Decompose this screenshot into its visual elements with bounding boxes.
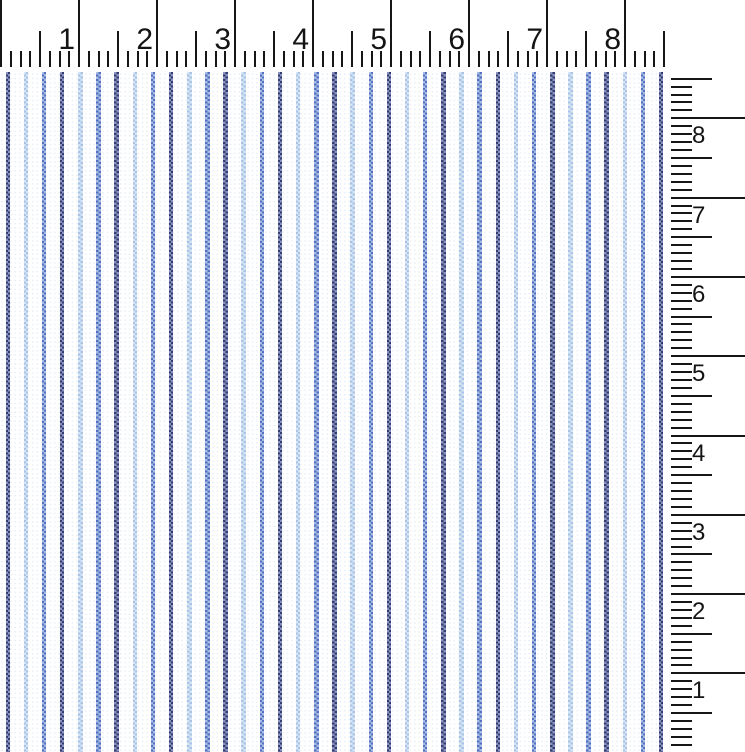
right-ruler-minor-tick <box>671 228 692 230</box>
right-ruler-minor-tick <box>671 442 692 444</box>
fabric-stripe-dark <box>604 72 609 752</box>
top-ruler-minor-tick <box>107 51 109 67</box>
top-ruler-number: 8 <box>604 23 621 56</box>
fabric-stripe-light <box>350 72 355 752</box>
right-ruler-minor-tick <box>671 181 692 183</box>
fabric-stripe-medium <box>586 72 591 752</box>
top-ruler-minor-tick <box>566 51 568 67</box>
right-ruler-minor-tick <box>671 657 692 659</box>
fabric-stripe-medium <box>369 72 374 752</box>
fabric-stripe-dark <box>387 72 392 752</box>
fabric-stripe-light <box>133 72 138 752</box>
fabric-stripe-dark <box>223 72 228 752</box>
top-ruler-minor-tick <box>410 51 412 67</box>
top-ruler-half-tick <box>273 31 275 67</box>
fabric-stripe-medium <box>96 72 101 752</box>
fabric-stripe-dark <box>60 72 65 752</box>
fabric-stripe-light <box>296 72 301 752</box>
right-ruler-number: 6 <box>692 280 706 308</box>
fabric-stripe-medium <box>260 72 265 752</box>
right-ruler-major-tick <box>671 197 745 199</box>
fabric-stripe-medium <box>42 72 47 752</box>
fabric-stripe-light <box>24 72 29 752</box>
fabric-stripe-light <box>568 72 573 752</box>
right-ruler-half-tick <box>671 316 712 318</box>
fabric-stripe-light <box>187 72 192 752</box>
right-ruler-minor-tick <box>671 212 692 214</box>
right-ruler-number: 8 <box>692 122 706 150</box>
top-ruler-number: 2 <box>136 23 153 56</box>
top-ruler-minor-tick <box>10 51 12 67</box>
top-ruler-half-tick <box>429 31 431 67</box>
fabric-stripe-medium <box>151 72 156 752</box>
top-ruler-minor-tick <box>341 51 343 67</box>
top-ruler-number: 7 <box>526 23 543 56</box>
top-ruler-half-tick <box>351 31 353 67</box>
top-ruler-minor-tick <box>166 51 168 67</box>
top-ruler-minor-tick <box>49 51 51 67</box>
right-ruler-number: 1 <box>692 677 706 705</box>
right-ruler-minor-tick <box>671 609 692 611</box>
fabric-stripe-medium <box>314 72 319 752</box>
right-ruler-minor-tick <box>671 308 692 310</box>
top-ruler-minor-tick <box>634 51 636 67</box>
right-ruler <box>671 0 745 752</box>
top-ruler-minor-tick <box>322 51 324 67</box>
top-ruler-major-tick <box>156 0 158 67</box>
right-ruler-minor-tick <box>671 387 692 389</box>
right-ruler-number: 3 <box>692 518 706 546</box>
right-ruler-minor-tick <box>671 522 692 524</box>
top-ruler-minor-tick <box>517 51 519 67</box>
right-ruler-minor-tick <box>671 244 692 246</box>
top-ruler-major-tick <box>0 0 2 67</box>
right-ruler-major-tick <box>671 672 745 674</box>
right-ruler-minor-tick <box>671 331 692 333</box>
right-ruler-half-tick <box>671 236 712 238</box>
right-ruler-minor-tick <box>671 109 692 111</box>
fabric-stripe-dark <box>278 72 283 752</box>
fabric-stripe-medium <box>477 72 482 752</box>
right-ruler-number: 7 <box>692 201 706 229</box>
right-ruler-minor-tick <box>671 300 692 302</box>
right-ruler-minor-tick <box>671 205 692 207</box>
top-ruler-minor-tick <box>488 51 490 67</box>
right-ruler-minor-tick <box>671 403 692 405</box>
right-ruler-minor-tick <box>671 617 692 619</box>
right-ruler-minor-tick <box>671 339 692 341</box>
right-ruler-minor-tick <box>671 125 692 127</box>
right-ruler-minor-tick <box>671 538 692 540</box>
right-ruler-minor-tick <box>671 101 692 103</box>
right-ruler-minor-tick <box>671 141 692 143</box>
right-ruler-minor-tick <box>671 664 692 666</box>
right-ruler-minor-tick <box>671 292 692 294</box>
right-ruler-half-tick <box>671 553 712 555</box>
top-ruler-minor-tick <box>400 51 402 67</box>
right-ruler-minor-tick <box>671 427 692 429</box>
top-ruler-minor-tick <box>185 51 187 67</box>
right-ruler-minor-tick <box>671 744 692 746</box>
top-ruler-minor-tick <box>595 51 597 67</box>
right-ruler-minor-tick <box>671 347 692 349</box>
right-ruler-major-tick <box>671 593 745 595</box>
top-ruler-minor-tick <box>20 51 22 67</box>
top-ruler <box>0 0 668 70</box>
top-ruler-number: 6 <box>448 23 465 56</box>
top-ruler-minor-tick <box>419 51 421 67</box>
top-ruler-major-tick <box>234 0 236 67</box>
right-ruler-minor-tick <box>671 728 692 730</box>
right-ruler-minor-tick <box>671 530 692 532</box>
top-ruler-minor-tick <box>644 51 646 67</box>
fabric-stripe-light <box>78 72 83 752</box>
right-ruler-minor-tick <box>671 379 692 381</box>
fabric-stripe-medium <box>423 72 428 752</box>
top-ruler-minor-tick <box>653 51 655 67</box>
right-ruler-minor-tick <box>671 466 692 468</box>
right-ruler-minor-tick <box>671 189 692 191</box>
fabric-swatch <box>0 72 664 752</box>
fabric-stripe-light <box>459 72 464 752</box>
top-ruler-half-tick <box>663 31 665 67</box>
right-ruler-minor-tick <box>671 284 692 286</box>
top-ruler-minor-tick <box>205 51 207 67</box>
right-ruler-minor-tick <box>671 252 692 254</box>
top-ruler-half-tick <box>39 31 41 67</box>
right-ruler-major-tick <box>671 435 745 437</box>
right-ruler-minor-tick <box>671 585 692 587</box>
right-ruler-minor-tick <box>671 260 692 262</box>
top-ruler-minor-tick <box>332 51 334 67</box>
right-ruler-minor-tick <box>671 411 692 413</box>
right-ruler-major-tick <box>671 117 745 119</box>
fabric-stripe-dark <box>332 72 337 752</box>
right-ruler-major-tick <box>671 514 745 516</box>
top-ruler-major-tick <box>312 0 314 67</box>
right-ruler-minor-tick <box>671 482 692 484</box>
top-ruler-minor-tick <box>244 51 246 67</box>
right-ruler-minor-tick <box>671 371 692 373</box>
fabric-stripe-dark <box>550 72 555 752</box>
top-ruler-minor-tick <box>263 51 265 67</box>
top-ruler-half-tick <box>195 31 197 67</box>
right-ruler-minor-tick <box>671 220 692 222</box>
right-ruler-minor-tick <box>671 86 692 88</box>
right-ruler-minor-tick <box>671 165 692 167</box>
top-ruler-minor-tick <box>88 51 90 67</box>
fabric-stripe-light <box>623 72 628 752</box>
top-ruler-major-tick <box>390 0 392 67</box>
top-ruler-major-tick <box>546 0 548 67</box>
right-ruler-minor-tick <box>671 323 692 325</box>
top-ruler-minor-tick <box>497 51 499 67</box>
right-ruler-minor-tick <box>671 625 692 627</box>
right-ruler-minor-tick <box>671 688 692 690</box>
right-ruler-minor-tick <box>671 490 692 492</box>
fabric-stripe-dark <box>114 72 119 752</box>
fabric-stripe-medium <box>641 72 646 752</box>
right-ruler-minor-tick <box>671 498 692 500</box>
right-ruler-half-tick <box>671 78 712 80</box>
top-ruler-number: 4 <box>292 23 309 56</box>
top-ruler-minor-tick <box>254 51 256 67</box>
top-ruler-major-tick <box>468 0 470 67</box>
fabric-stripe-dark <box>659 72 664 752</box>
right-ruler-number: 5 <box>692 360 706 388</box>
fabric-stripe-light <box>241 72 246 752</box>
right-ruler-minor-tick <box>671 569 692 571</box>
right-ruler-minor-tick <box>671 704 692 706</box>
right-ruler-number: 4 <box>692 439 706 467</box>
right-ruler-half-tick <box>671 633 712 635</box>
right-ruler-minor-tick <box>671 561 692 563</box>
top-ruler-half-tick <box>117 31 119 67</box>
top-ruler-minor-tick <box>29 51 31 67</box>
right-ruler-minor-tick <box>671 641 692 643</box>
top-ruler-half-tick <box>507 31 509 67</box>
fabric-stripe-dark <box>441 72 446 752</box>
top-ruler-minor-tick <box>478 51 480 67</box>
right-ruler-half-tick <box>671 712 712 714</box>
right-ruler-half-tick <box>671 395 712 397</box>
top-ruler-minor-tick <box>361 51 363 67</box>
right-ruler-minor-tick <box>671 506 692 508</box>
right-ruler-minor-tick <box>671 680 692 682</box>
right-ruler-minor-tick <box>671 450 692 452</box>
right-ruler-minor-tick <box>671 546 692 548</box>
top-ruler-number: 3 <box>214 23 231 56</box>
right-ruler-major-tick <box>671 276 745 278</box>
top-ruler-minor-tick <box>176 51 178 67</box>
right-ruler-minor-tick <box>671 736 692 738</box>
right-ruler-half-tick <box>671 474 712 476</box>
top-ruler-minor-tick <box>127 51 129 67</box>
fabric-stripe-medium <box>205 72 210 752</box>
right-ruler-minor-tick <box>671 649 692 651</box>
right-ruler-minor-tick <box>671 696 692 698</box>
top-ruler-minor-tick <box>98 51 100 67</box>
fabric-stripe-medium <box>532 72 537 752</box>
top-ruler-minor-tick <box>283 51 285 67</box>
fabric-stripe-dark <box>169 72 174 752</box>
top-ruler-minor-tick <box>575 51 577 67</box>
right-ruler-major-tick <box>671 355 745 357</box>
top-ruler-half-tick <box>585 31 587 67</box>
top-ruler-minor-tick <box>439 51 441 67</box>
fabric-stripe-dark <box>6 72 11 752</box>
right-ruler-minor-tick <box>671 363 692 365</box>
top-ruler-minor-tick <box>556 51 558 67</box>
right-ruler-minor-tick <box>671 149 692 151</box>
right-ruler-minor-tick <box>671 268 692 270</box>
right-ruler-minor-tick <box>671 577 692 579</box>
top-ruler-major-tick <box>78 0 80 67</box>
right-ruler-minor-tick <box>671 720 692 722</box>
right-ruler-minor-tick <box>671 419 692 421</box>
right-ruler-minor-tick <box>671 133 692 135</box>
top-ruler-number: 1 <box>58 23 75 56</box>
right-ruler-number: 2 <box>692 598 706 626</box>
right-ruler-minor-tick <box>671 458 692 460</box>
fabric-stripe-light <box>405 72 410 752</box>
right-ruler-half-tick <box>671 157 712 159</box>
fabric-stripe-light <box>514 72 519 752</box>
right-ruler-minor-tick <box>671 94 692 96</box>
top-ruler-major-tick <box>624 0 626 67</box>
top-ruler-number: 5 <box>370 23 387 56</box>
fabric-stripe-dark <box>496 72 501 752</box>
right-ruler-minor-tick <box>671 173 692 175</box>
right-ruler-minor-tick <box>671 601 692 603</box>
